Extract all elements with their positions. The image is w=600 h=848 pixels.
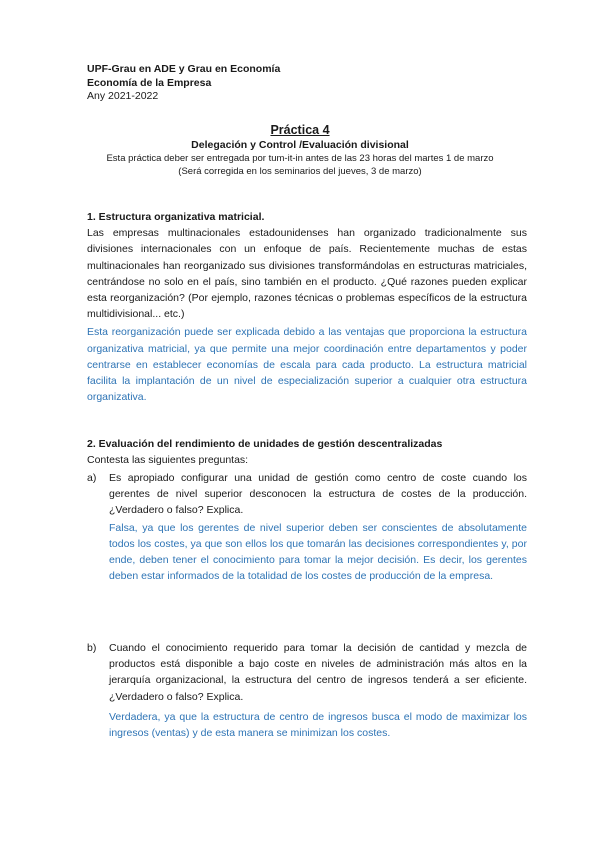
year-line: Any 2021-2022 (87, 90, 159, 102)
section-1-answer: Esta reorganización puede ser explicada debido a las ventajas que proporciona la estructura organizativa matricial, ya que permite una mejor coordinación entre departamentos y poder centrarse en establecer economías de escala para cada producto. La estructura matricial facilita la implantación de un nivel de especialización superior a cualquier otra estructura organizativa. (87, 326, 527, 404)
subject-line: Economía de la Empresa (87, 76, 212, 89)
question-b (87, 640, 527, 741)
document-header (87, 63, 280, 104)
section-2-heading: 2. Evaluación del rendimiento de unidades de gestión descentralizadas (87, 438, 443, 450)
question-b-text: Cuando el conocimiento requerido para tomar la decisión de cantidad y mezcla de productos está disponible a bajo coste en niveles de administración más altos en la jerarquía organizacional, la estructura del centro de ingresos tenderá a ser eficiente. ¿Verdadero o falso? Explica. (109, 642, 527, 703)
question-a-label: a) (87, 472, 97, 484)
practice-subtitle: Delegación y Control /Evaluación divisional (191, 139, 409, 151)
course-line: UPF-Grau en ADE y Grau en Economía (87, 63, 281, 75)
section-1 (87, 209, 527, 405)
question-a-text: Es apropiado configurar una unidad de gestión como centro de coste cuando los gerentes de nivel superior desconocen la estructura de costes de la producción. ¿Verdadero o falso? Explica. (109, 472, 527, 517)
section-1-question: Las empresas multinacionales estadounidenses han organizado tradicionalmente sus divisiones internacionales con un enfoque de país. Recientemente muchas de estas multinacionales han reorganizado sus divisiones transformándolas en estructuras matriciales, centrándose no solo en el país, sino también en el producto. ¿Qué razones pueden explicar esta reorganización? (Por ejemplo, razones técnicas o problemas específicos de la estructura multidivisional... etc.) (87, 227, 527, 321)
section-2 (87, 436, 527, 468)
section-1-heading: 1. Estructura organizativa matricial. (87, 211, 265, 223)
title-block (0, 122, 600, 178)
correction-note: (Será corregida en los seminarios del jueves, 3 de marzo) (178, 166, 422, 177)
question-a (87, 470, 527, 584)
question-b-label: b) (87, 642, 97, 654)
section-2-intro: Contesta las siguientes preguntas: (87, 454, 249, 467)
question-b-answer: Verdadera, ya que la estructura de centro de ingresos busca el modo de maximizar los ingresos (ventas) y de esta manera se minimizan los costes. (109, 710, 527, 740)
practice-title: Práctica 4 (270, 123, 330, 137)
delivery-note: Esta práctica deber ser entregada por tum-it-in antes de las 23 horas del martes 1 de marzo (106, 153, 494, 164)
question-a-answer: Falsa, ya que los gerentes de nivel superior deben ser conscientes de absolutamente todos los costes, ya que son ellos los que tomarán las decisiones correspondientes y, por ende, deben tener el conocimiento para tomar la mejor decisión. Es decir, los gerentes deben estar informados de la totalidad de los costes de producción de la empresa. (109, 521, 527, 583)
